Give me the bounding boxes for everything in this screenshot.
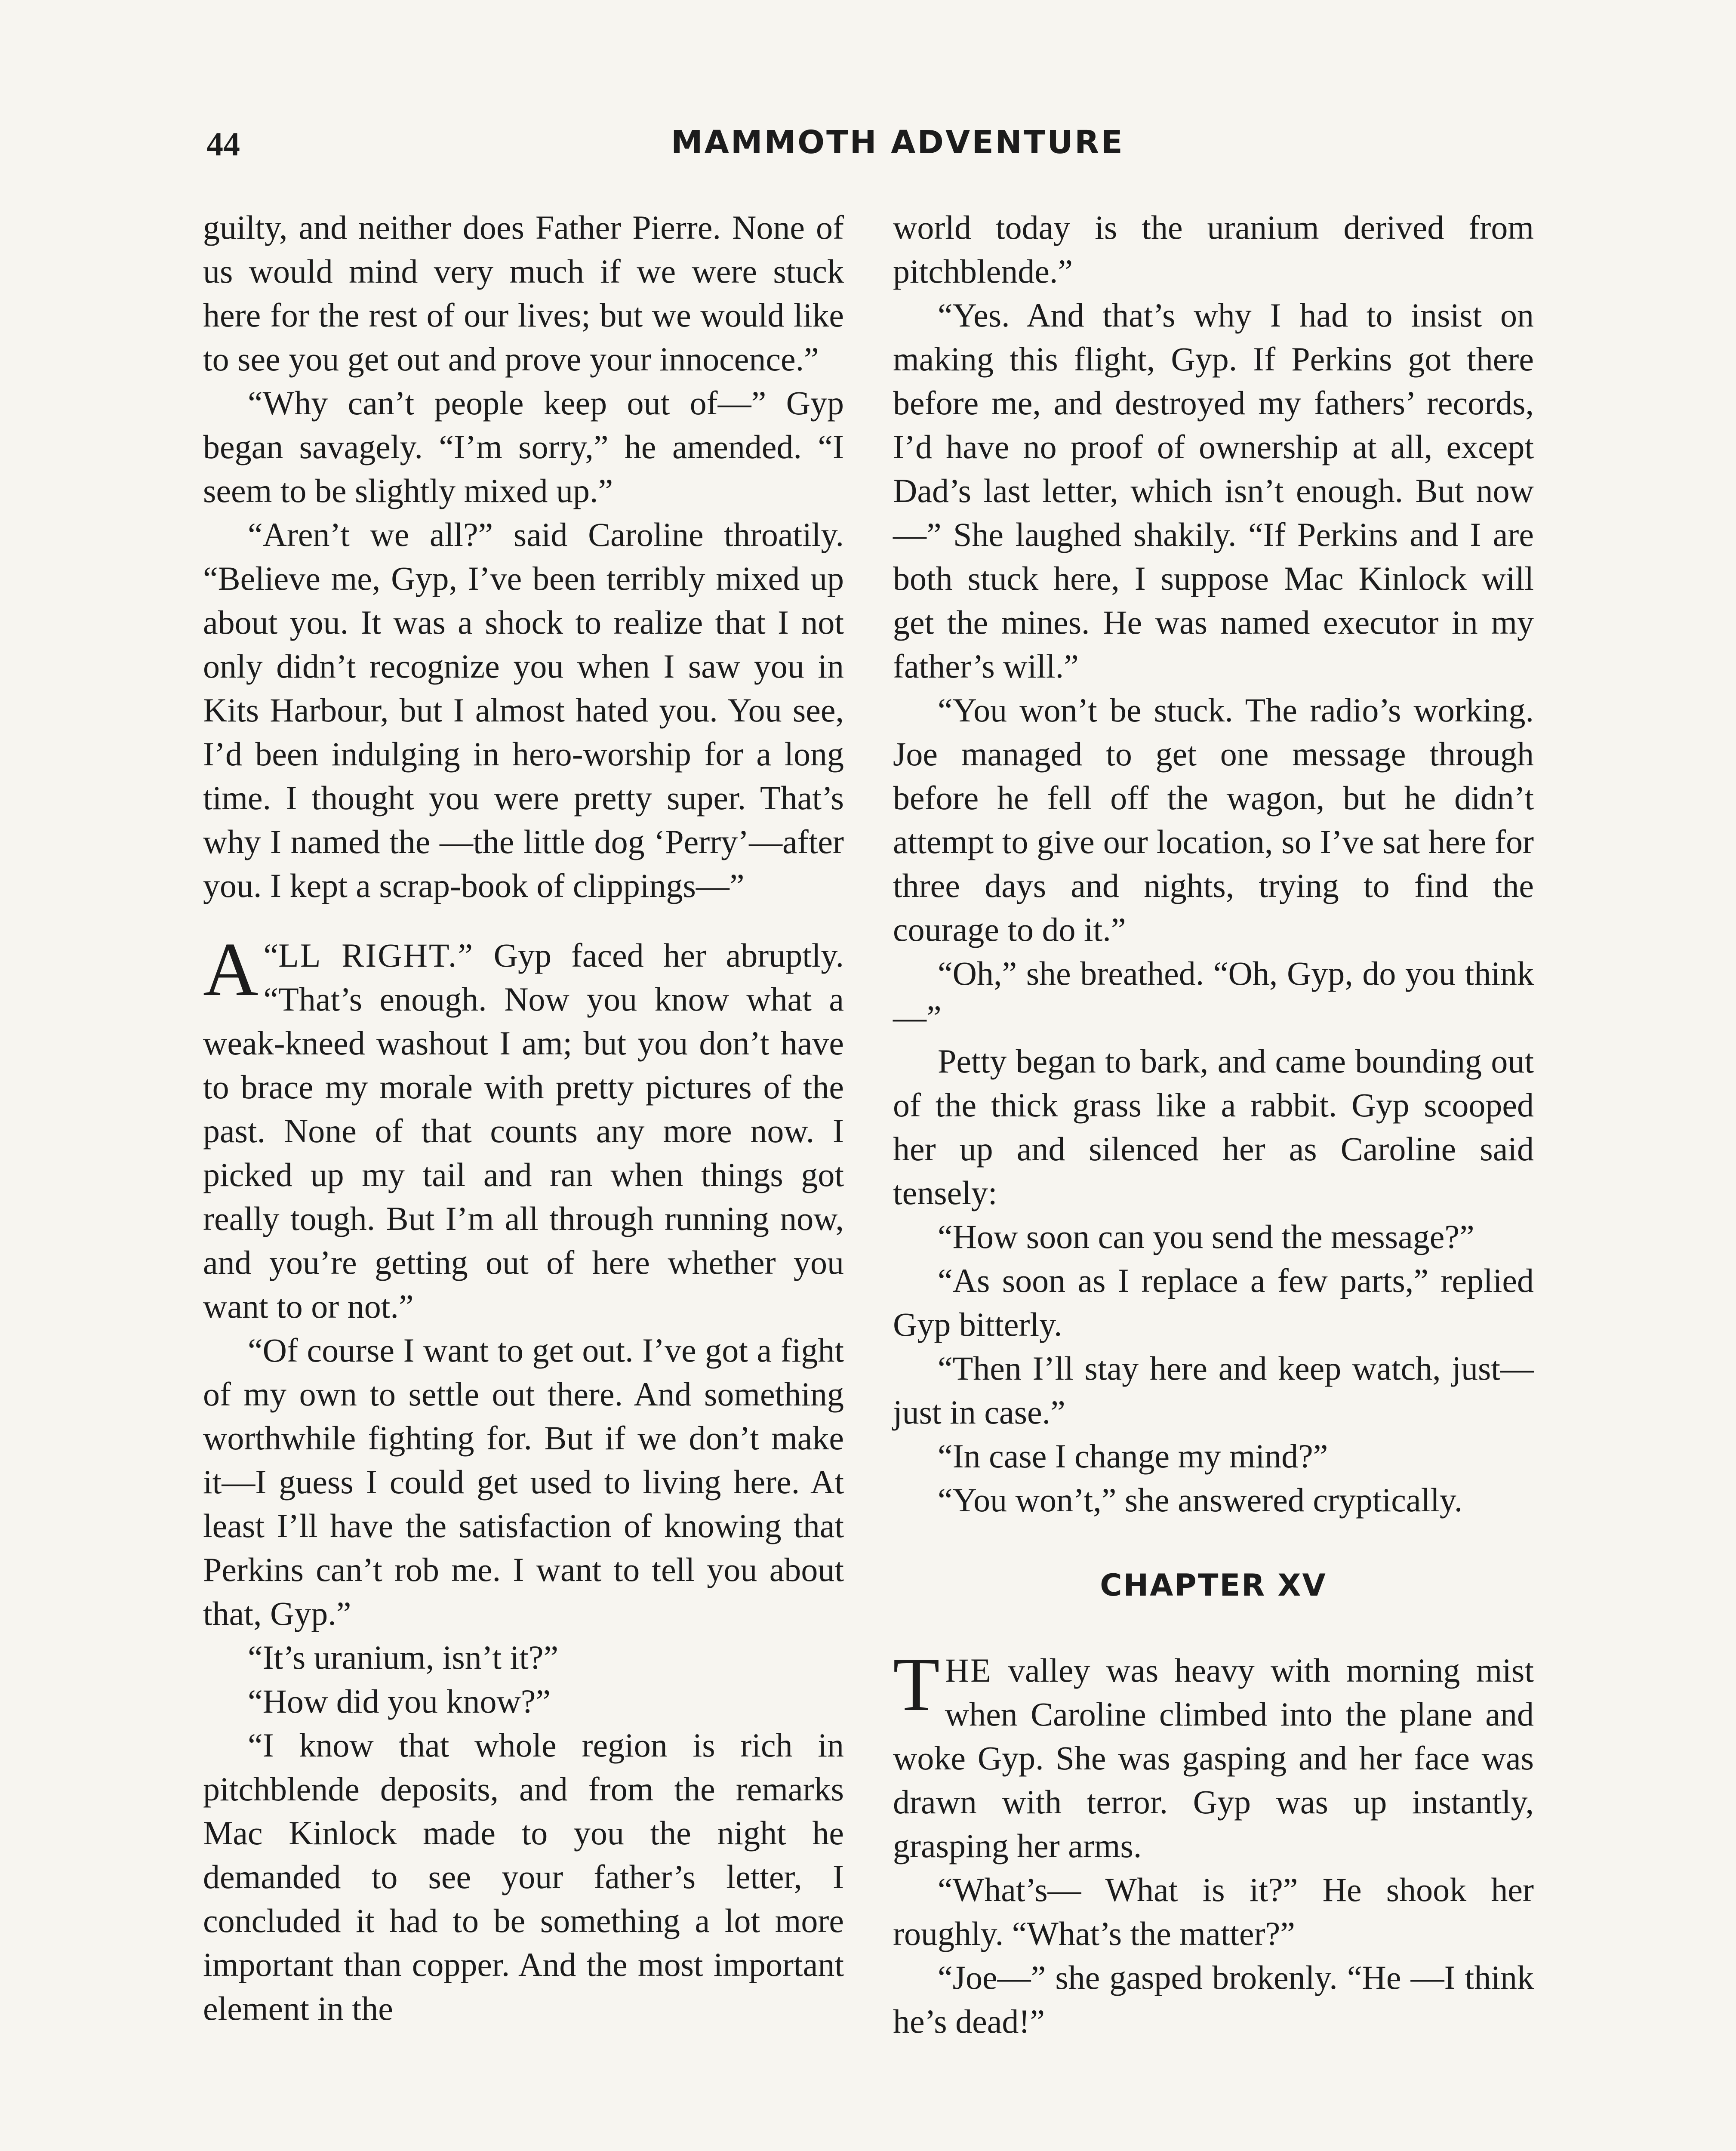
paragraph: “Why can’t people keep out of—” Gyp began savagely. “I’m sorry,” he amended. “I seem to be slightly mixed up.” — [203, 384, 844, 509]
paragraph: “You won’t be stuck. The radio’s working. Joe managed to get one message through before he fell off the wagon, but he didn’t attempt to give our location, so I’ve sat here for three days and nights, trying to find the courage to do it.” — [893, 691, 1534, 948]
paragraph-text: Gyp faced her abruptly. “That’s enough. Now you know what a weak-kneed washout I am; but you don’t have to brace my morale with pretty pictures of the past. None of that counts any more now. I picked up my tail and ran when things got really tough. But I’m all through running now, and you’re getting out of here whether you want to or not.” — [203, 937, 844, 1325]
paragraph: “In case I change my mind?” — [938, 1437, 1328, 1475]
paragraph: Petty began to bark, and came bounding out of the thick grass like a rabbit. Gyp scooped her up and silenced her as Caroline said tensely: — [893, 1042, 1534, 1211]
paragraph: “Oh,” she breathed. “Oh, Gyp, do you think—” — [893, 955, 1534, 1036]
lead-in-caps: HE — [945, 1652, 992, 1689]
page-number: 44 — [206, 125, 240, 163]
paragraph: guilty, and neither does Father Pierre. None of us would mind very much if we were stuck here for the rest of our lives; but we would like to see you get out and prove your innocence.” — [203, 209, 844, 378]
running-head: MAMMOTH ADVENTURE — [671, 124, 1124, 161]
drop-cap: T — [893, 1642, 940, 1727]
paragraph: “Joe—” she gasped brokenly. “He —I think he’s dead!” — [893, 1959, 1534, 2040]
paragraph: “What’s— What is it?” He shook her roughly. “What’s the matter?” — [893, 1871, 1534, 1952]
paragraph: “Aren’t we all?” said Caroline throatily. “Believe me, Gyp, I’ve been terribly mixed up about you. It was a shock to realize that I not only didn’t recognize you when I saw you in Kits Harbour, but I almost hated you. You see, I’d been indulging in hero-worship for a long time. I thought you were pretty super. That’s why I named the —the little dog ‘Perry’—after you. I kept a scrap-book of clippings—” — [203, 516, 844, 904]
right-column — [893, 206, 1534, 2043]
paragraph: “How did you know?” — [248, 1683, 551, 1720]
paragraph: world today is the uranium derived from pitchblende.” — [893, 209, 1534, 290]
chapter-opening-paragraph — [893, 1642, 1534, 1868]
paragraph: “Of course I want to get out. I’ve got a fight of my own to settle out there. And something worthwhile fighting for. But if we don’t make it—I guess I could get used to living here. At least I’ll have the satisfaction of knowing that Perkins can’t rob me. I want to tell you about that, Gyp.” — [203, 1331, 844, 1632]
section-opening-paragraph — [203, 927, 844, 1328]
opening-quote: “ — [263, 937, 279, 974]
paragraph: “How soon can you send the message?” — [938, 1218, 1474, 1255]
chapter-heading: CHAPTER XV — [1100, 1568, 1327, 1603]
paragraph: “As soon as I replace a few parts,” replied Gyp bitterly. — [893, 1262, 1534, 1343]
lead-in-caps: LL RIGHT.” — [278, 937, 474, 974]
paragraph: “It’s uranium, isn’t it?” — [248, 1639, 559, 1676]
paragraph: “Then I’ll stay here and keep watch, just—just in case.” — [893, 1350, 1534, 1431]
paragraph: “Yes. And that’s why I had to insist on making this flight, Gyp. If Perkins got there before me, and destroyed my fathers’ records, I’d have no proof of ownership at all, except Dad’s last letter, which isn’t enough. But now—” She laughed shakily. “If Perkins and I are both stuck here, I suppose Mac Kinlock will get the mines. He was named executor in my father’s will.” — [893, 296, 1534, 685]
paragraph: “I know that whole region is rich in pitchblende deposits, and from the remarks Mac Kinlock made to you the night he demanded to see your father’s letter, I concluded it had to be something a lot more important than copper. And the most important element in the — [203, 1726, 844, 2027]
paragraph-text: valley was heavy with morning mist when Caroline climbed into the plane and woke Gyp. She was gasping and her face was drawn with terror. Gyp was up instantly, grasping her arms. — [893, 1652, 1534, 1864]
paragraph: “You won’t,” she answered cryptically. — [938, 1481, 1463, 1519]
drop-cap: A — [203, 927, 259, 1012]
left-column — [203, 206, 844, 2031]
